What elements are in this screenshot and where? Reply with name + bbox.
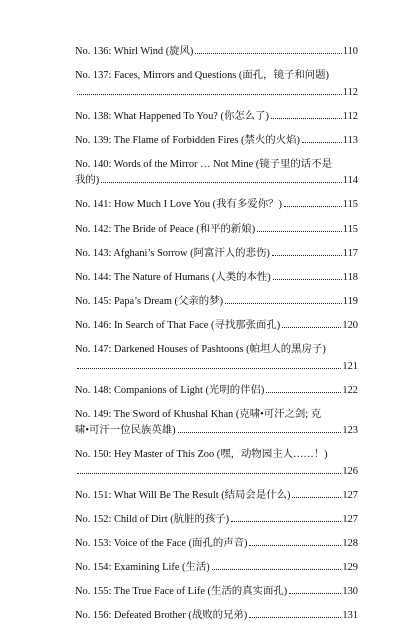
- toc-line: [75, 44, 358, 61]
- toc-entry: [75, 488, 358, 505]
- toc-entry-title: No. 146: In Search of That Face (寻找那张面孔): [75, 319, 281, 331]
- toc-entry: [75, 512, 358, 529]
- toc-entry-title: No. 143: Afghani’s Sorrow (阿富汗人的悲伤): [75, 247, 270, 259]
- toc-entry-title: No. 152: Child of Dirt (肮脏的孩子): [75, 514, 230, 525]
- toc-entry-title: No. 140: Words of the Mirror … Not Mine (镜子里的话不是: [75, 158, 332, 170]
- toc-entry: [75, 318, 358, 335]
- toc-entry: [75, 383, 358, 400]
- toc-entry-page: 122: [342, 384, 358, 396]
- toc-entry-page: 129: [342, 562, 358, 574]
- toc-entry-title-continued: 啸•可汗一位民族英雄): [75, 425, 176, 437]
- toc-entry-title: No. 138: What Happened To You? (你怎么了): [75, 110, 269, 122]
- toc-entry-page: 120: [342, 319, 358, 331]
- toc-entry: [75, 342, 358, 375]
- toc-line: [75, 294, 358, 311]
- toc-dot-leader: [231, 521, 341, 522]
- toc-entry: [75, 447, 358, 480]
- toc-dot-leader: [266, 392, 341, 393]
- toc-line: [75, 359, 358, 376]
- toc-dot-leader: [273, 279, 342, 280]
- toc-dot-leader: [77, 368, 341, 369]
- toc-list: [75, 44, 358, 625]
- toc-line: [75, 383, 358, 400]
- toc-line: [75, 536, 358, 553]
- toc-dot-leader: [178, 432, 342, 433]
- toc-entry-title: No. 149: The Sword of Khushal Khan (克啸•可汗之剑; 克: [75, 408, 322, 420]
- toc-entry-page: 112: [342, 86, 358, 98]
- toc-entry: [75, 560, 358, 577]
- toc-line: [75, 197, 358, 214]
- toc-entry: [75, 197, 358, 214]
- toc-entry-title: No. 151: What Will Be The Result (结局会是什么): [75, 489, 291, 501]
- toc-entry-title: No. 141: How Much I Love You (我有多爱你？): [75, 199, 282, 211]
- toc-dot-leader: [225, 303, 342, 304]
- toc-entry: [75, 157, 358, 190]
- toc-line: [75, 173, 358, 190]
- toc-line: [75, 584, 358, 601]
- toc-line: [75, 222, 358, 239]
- toc-dot-leader: [282, 327, 341, 328]
- toc-line: [75, 270, 358, 287]
- toc-dot-leader: [284, 206, 342, 207]
- toc-entry: [75, 246, 358, 263]
- toc-line: [75, 512, 358, 529]
- toc-entry: [75, 133, 358, 150]
- toc-dot-leader: [77, 473, 341, 474]
- toc-entry-title: No. 136: Whirl Wind (旋风): [75, 46, 194, 57]
- toc-entry-page: 115: [342, 199, 358, 211]
- toc-entry-page: 118: [342, 271, 358, 283]
- toc-entry-title: No. 147: Darkened Houses of Pashtoons (帕坦人的黑房子): [75, 344, 326, 356]
- toc-entry-title: No. 142: The Bride of Peace (和平的新娘): [75, 223, 256, 235]
- toc-entry-title: No. 155: The True Face of Life (生活的真实面孔): [75, 586, 288, 598]
- toc-entry-page: 126: [342, 465, 358, 477]
- toc-entry: [75, 44, 358, 61]
- toc-entry-title: No. 137: Faces, Mirrors and Questions (面孔，镜子和问题): [75, 70, 329, 82]
- toc-entry: [75, 270, 358, 287]
- toc-entry: [75, 294, 358, 311]
- toc-entry-page: 121: [342, 360, 358, 372]
- toc-dot-leader: [272, 255, 342, 256]
- toc-entry-page: 110: [342, 46, 358, 57]
- toc-entry-title-continued: 我的): [75, 175, 100, 187]
- toc-line: [75, 246, 358, 263]
- toc-dot-leader: [271, 118, 342, 119]
- toc-line: [75, 109, 358, 126]
- toc-dot-leader: [292, 497, 341, 498]
- toc-entry-title: No. 139: The Flame of Forbidden Fires (禁火的火焰): [75, 134, 300, 146]
- toc-entry-title: No. 153: Voice of the Face (面孔的声音): [75, 538, 248, 550]
- toc-dot-leader: [249, 545, 341, 546]
- toc-entry-page: 131: [342, 610, 358, 622]
- toc-entry: [75, 608, 358, 625]
- toc-entry-page: 127: [342, 489, 358, 501]
- toc-entry-page: 112: [342, 110, 358, 122]
- toc-entry-page: 123: [342, 425, 358, 437]
- toc-dot-leader: [195, 53, 341, 54]
- toc-line: [75, 133, 358, 150]
- toc-entry: [75, 109, 358, 126]
- toc-dot-leader: [302, 142, 342, 143]
- toc-entry-title: No. 150: Hey Master of This Zoo (嘿，动物园主人……！): [75, 449, 328, 461]
- toc-entry-title: No. 145: Papa’s Dream (父亲的梦): [75, 295, 224, 307]
- toc-dot-leader: [257, 231, 342, 232]
- toc-line: [75, 464, 358, 481]
- toc-dot-leader: [77, 94, 342, 95]
- toc-dot-leader: [101, 182, 342, 183]
- toc-entry-page: 113: [342, 134, 358, 146]
- toc-entry: [75, 68, 358, 101]
- table-of-contents: [75, 44, 358, 632]
- toc-entry: [75, 536, 358, 553]
- toc-entry: [75, 407, 358, 440]
- toc-entry-page: 114: [342, 175, 358, 187]
- toc-line: [75, 488, 358, 505]
- toc-entry-title: No. 144: The Nature of Humans (人类的本性): [75, 271, 271, 283]
- toc-dot-leader: [249, 617, 341, 618]
- toc-entry-title: No. 154: Examining Life (生活): [75, 562, 210, 574]
- toc-entry-page: 119: [342, 295, 358, 307]
- toc-entry: [75, 222, 358, 239]
- toc-entry-page: 127: [342, 514, 358, 525]
- toc-entry-page: 128: [342, 538, 358, 550]
- toc-dot-leader: [212, 569, 342, 570]
- toc-line: [75, 560, 358, 577]
- toc-line: [75, 423, 358, 440]
- toc-entry-page: 115: [342, 223, 358, 235]
- toc-entry-page: 130: [342, 586, 358, 598]
- toc-entry-title: No. 148: Companions of Light (光明的伴侣): [75, 384, 265, 396]
- toc-entry: [75, 584, 358, 601]
- toc-line: [75, 318, 358, 335]
- toc-entry-title: No. 156: Defeated Brother (战败的兄弟): [75, 610, 248, 622]
- toc-line: [75, 85, 358, 102]
- toc-line: [75, 608, 358, 625]
- toc-entry-page: 117: [342, 247, 358, 259]
